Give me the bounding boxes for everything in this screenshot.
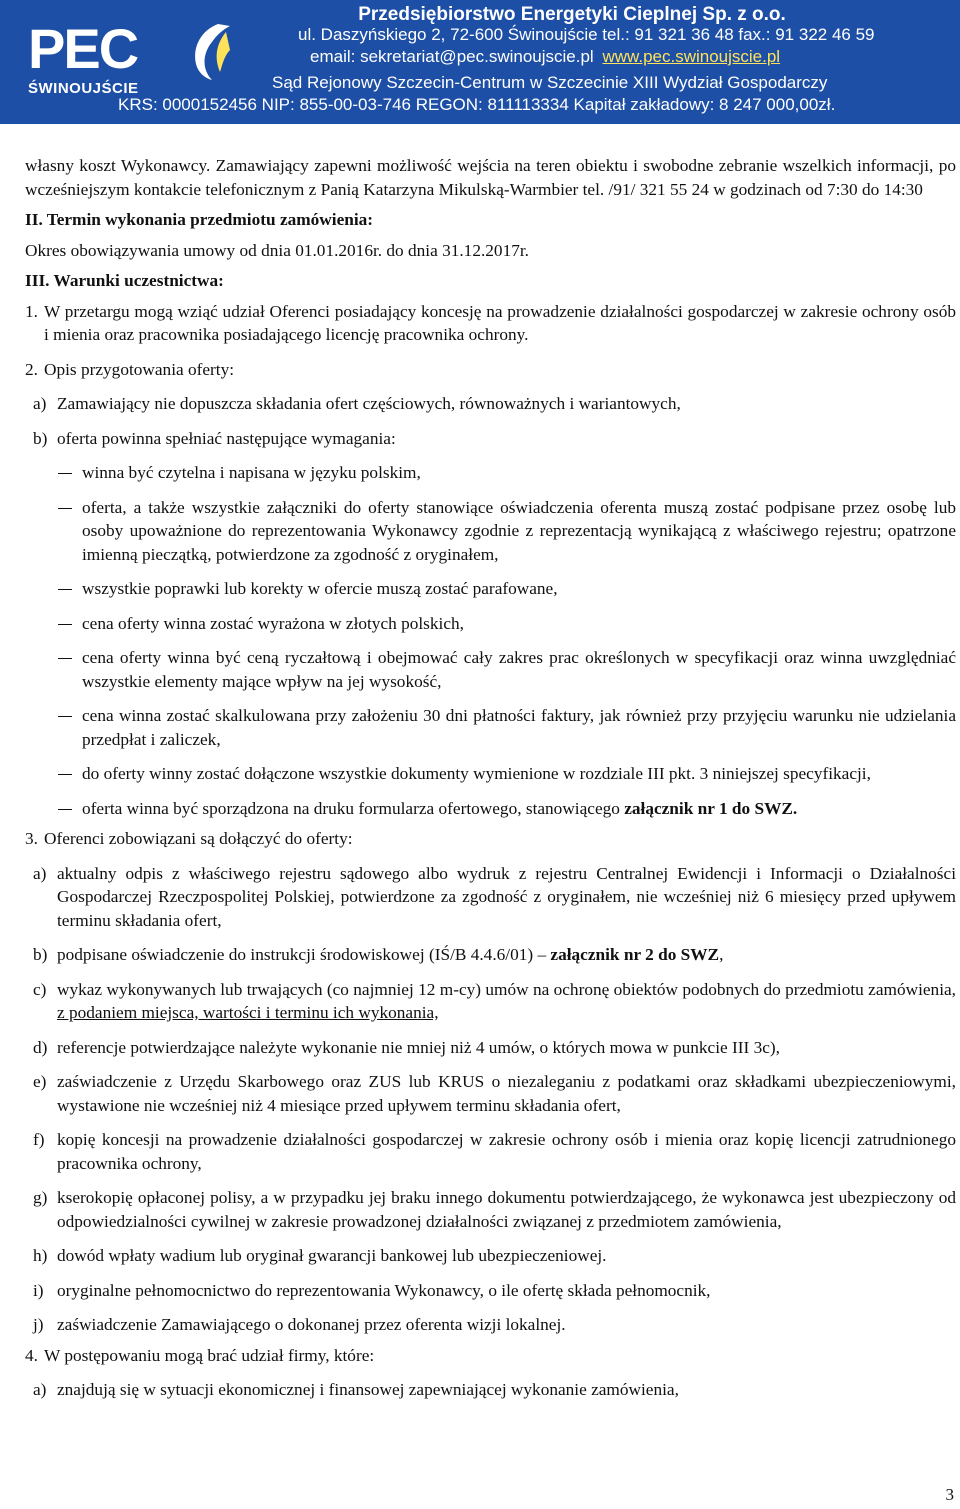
item-3-d-label: d) bbox=[33, 1037, 48, 1057]
item-3-h-label: h) bbox=[33, 1246, 48, 1265]
dash-item bbox=[58, 577, 956, 601]
item-3-text: Oferenci zobowiązani są dołączyć do oferty: bbox=[44, 829, 353, 848]
item-3-i bbox=[33, 1279, 956, 1303]
item-3-d-text: referencje potwierdzające należyte wykonanie nie mniej niż 4 umów, o których mowa w punkcie III 3c), bbox=[57, 1037, 780, 1057]
dash-item-text: oferta, a także wszystkie załączniki do oferty stanowiące oświadczenia oferenta muszą zostać podpisane przez osobę lub osoby upoważnione do reprezentowania Wykonawcy zgodnie z reprezentacją wynikającą z właściwego rejestru; opatrzone imienną pieczątką, potwierdzone za zgodność z oryginałem, bbox=[82, 497, 956, 564]
company-court: Sąd Rejonowy Szczecin-Centrum w Szczecinie XIII Wydział Gospodarczy bbox=[272, 73, 828, 92]
dash-bullet bbox=[58, 496, 82, 567]
item-3-b-main: podpisane oświadczenie do instrukcji środowiskowej (IŚ/B 4.4.6/01) – bbox=[57, 945, 551, 964]
dash-bullet bbox=[58, 797, 82, 821]
item-4 bbox=[25, 1344, 956, 1368]
item-2-a-label: a) bbox=[33, 394, 47, 413]
item-3-b-label: b) bbox=[33, 945, 48, 964]
page-number: 3 bbox=[945, 1485, 954, 1504]
item-2-number: 2. bbox=[25, 359, 38, 379]
section-3-heading: III. Warunki uczestnictwa: bbox=[25, 271, 224, 290]
item-2-a bbox=[33, 392, 956, 416]
dash-item-text: cena winna zostać skalkulowana przy założeniu 30 dni płatności faktury, jak również przy przyjęciu warunku nie udzielania przedpłat i zaliczek, bbox=[82, 706, 956, 749]
item-1-number: 1. bbox=[25, 301, 38, 321]
item-3-f-label: f) bbox=[33, 1130, 45, 1149]
company-logo bbox=[22, 18, 282, 100]
company-name: Przedsiębiorstwo Energetyki Cieplnej Sp. z o.o. bbox=[358, 4, 786, 25]
item-3-j-text: zaświadczenie Zamawiającego o dokonanej przez oferenta wizji lokalnej. bbox=[57, 1315, 566, 1334]
item-2-b-label: b) bbox=[33, 428, 48, 448]
dash-item-text: do oferty winny zostać dołączone wszystkie dokumenty wymienione w rozdziale III pkt. 3 niniejszej specyfikacji, bbox=[82, 764, 871, 783]
dash-item-text: wszystkie poprawki lub korekty w ofercie muszą zostać parafowane, bbox=[82, 579, 558, 598]
item-4-text: W postępowaniu mogą brać udział firmy, które: bbox=[44, 1345, 375, 1365]
item-4-a-label: a) bbox=[33, 1380, 47, 1399]
item-3-d bbox=[33, 1036, 956, 1060]
item-3-c-main: wykaz wykonywanych lub trwających (co najmniej 12 m-cy) umów na ochronę obiektów podobnych do przedmiotu zamówienia, bbox=[57, 979, 956, 999]
item-3-a bbox=[33, 862, 956, 933]
item-3-i-text: oryginalne pełnomocnictwo do reprezentowania Wykonawcy, o ile ofertę składa pełnomocnik, bbox=[57, 1280, 711, 1300]
dash-item bbox=[58, 461, 956, 485]
item-1-text: W przetargu mogą wziąć udział Oferenci posiadający koncesję na prowadzenie działalności gospodarczej w zakresie ochrony osób i mienia oraz pracownika posiadającego licencję pracownika ochrony. bbox=[44, 301, 956, 344]
item-3-b-end: , bbox=[719, 945, 724, 964]
item-3-c-label: c) bbox=[33, 979, 47, 999]
item-4-a bbox=[33, 1378, 956, 1402]
dash-bullet bbox=[58, 577, 82, 601]
item-4-a-text: znajdują się w sytuacji ekonomicznej i finansowej zapewniającej wykonanie zamówienia, bbox=[57, 1380, 679, 1399]
company-website-link[interactable]: www.pec.swinoujscie.pl bbox=[602, 47, 781, 66]
item-3-g bbox=[33, 1186, 956, 1233]
item-3-c-underlined: z podaniem miejsca, wartości i terminu ich wykonania, bbox=[57, 1003, 439, 1022]
item-2-text: Opis przygotowania oferty: bbox=[44, 359, 235, 379]
dash-bullet bbox=[58, 704, 82, 751]
dash-item bbox=[58, 797, 956, 821]
section-2-text: Okres obowiązywania umowy od dnia 01.01.2016r. do dnia 31.12.2017r. bbox=[25, 240, 529, 260]
dash-item bbox=[58, 646, 956, 693]
logo-city: ŚWINOUJŚCIE bbox=[28, 80, 139, 97]
item-3-g-label: g) bbox=[33, 1188, 48, 1207]
item-2-b-text: oferta powinna spełniać następujące wymagania: bbox=[57, 428, 396, 448]
dash-item-text: cena oferty winna być ceną ryczałtową i obejmować cały zakres prac określonych w specyfikacji oraz winna uwzględniać wszystkie elementy mające wpływ na jej wysokość, bbox=[82, 648, 956, 691]
item-3-e-label: e) bbox=[33, 1072, 47, 1091]
item-3-c bbox=[33, 978, 956, 1025]
item-3-b-text bbox=[57, 943, 956, 967]
dash-item-text: winna być czytelna i napisana w języku polskim, bbox=[82, 463, 421, 482]
item-3 bbox=[25, 827, 956, 851]
section-2-heading: II. Termin wykonania przedmiotu zamówienia: bbox=[25, 210, 374, 229]
dash-item-text: cena oferty winna zostać wyrażona w złotych polskich, bbox=[82, 613, 464, 633]
attachment-2-reference: załącznik nr 2 do SWZ bbox=[550, 945, 720, 964]
item-3-e bbox=[33, 1070, 956, 1117]
company-email: email: sekretariat@pec.swinoujscie.pl bbox=[310, 47, 594, 66]
company-contact bbox=[310, 47, 870, 67]
item-3-a-text: aktualny odpis z właściwego rejestru sądowego albo wydruk z rejestru Centralnej Ewidencji i Informacji o Działalności Gospodarczej Rzeczpospolitej Polskiej, potwierdzone za zgodność z oryginałem, nie wcześniej niż 6 miesięcy przed upływem terminu składania ofert, bbox=[57, 863, 956, 930]
logo-wordmark: PEC bbox=[28, 17, 138, 80]
intro-paragraph: własny koszt Wykonawcy. Zamawiający zapewni możliwość wejścia na teren obiektu i swobodne zebranie wszelkich informacji, po wcześniejszym kontakcie telefonicznym z Panią Katarzyna Mikulską-Warmbier tel. /91/ 321 55 24 w godzinach od 7:30 do 14:30 bbox=[25, 156, 956, 199]
item-3-a-label: a) bbox=[33, 863, 47, 883]
item-3-c-text bbox=[57, 978, 956, 1025]
dash-bullet bbox=[58, 461, 82, 485]
company-registry: KRS: 0000152456 NIP: 855-00-03-746 REGON: 811113334 Kapitał zakładowy: 8 247 000,00zł. bbox=[118, 95, 836, 114]
dash-last-text: oferta winna być sporządzona na druku formularza ofertowego, stanowiącego bbox=[82, 798, 625, 818]
item-3-h bbox=[33, 1244, 956, 1268]
item-3-f-text: kopię koncesji na prowadzenie działalności gospodarczej w zakresie ochrony osób i mienia oraz kopię licencji zatrudnionego pracownika ochrony, bbox=[57, 1130, 956, 1173]
item-3-h-text: dowód wpłaty wadium lub oryginał gwarancji bankowej lub ubezpieczeniowej. bbox=[57, 1246, 607, 1265]
dash-bullet bbox=[58, 646, 82, 693]
logo-flame-icon bbox=[172, 20, 232, 82]
dash-item bbox=[58, 612, 956, 636]
company-address: ul. Daszyńskiego 2, 72-600 Świnoujście tel.: 91 321 36 48 fax.: 91 322 46 59 bbox=[298, 25, 875, 44]
document-body bbox=[25, 154, 956, 1402]
item-3-f bbox=[33, 1128, 956, 1175]
item-3-e-text: zaświadczenie z Urzędu Skarbowego oraz ZUS lub KRUS o niezaleganiu z podatkami oraz składkami ubezpieczeniowymi, wystawione nie wcześniej niż 4 miesiące przed upływem terminu składania ofert, bbox=[57, 1072, 956, 1115]
dash-item bbox=[58, 704, 956, 751]
dash-bullet bbox=[58, 612, 82, 636]
dash-item bbox=[58, 496, 956, 567]
item-4-number: 4. bbox=[25, 1345, 38, 1365]
item-3-g-text: kserokopię opłaconej polisy, a w przypadku jej braku innego dokumentu potwierdzającego, że wykonawca jest ubezpieczony od odpowiedzialności cywilnej w zakresie prowadzonej działalności związanej z przedmiotem zamówienia, bbox=[57, 1188, 956, 1231]
item-3-i-label: i) bbox=[33, 1280, 44, 1300]
item-2-b bbox=[33, 427, 956, 451]
item-2 bbox=[25, 358, 956, 382]
item-3-j bbox=[33, 1313, 956, 1337]
attachment-1-reference: załącznik nr 1 do SWZ. bbox=[624, 798, 798, 818]
item-3-number: 3. bbox=[25, 829, 38, 848]
item-3-j-label: j) bbox=[33, 1315, 44, 1334]
dash-item bbox=[58, 762, 956, 786]
item-3-b bbox=[33, 943, 956, 967]
item-2-a-text: Zamawiający nie dopuszcza składania ofert częściowych, równoważnych i wariantowych, bbox=[57, 394, 681, 413]
dash-item-text bbox=[82, 797, 956, 821]
item-1 bbox=[25, 300, 956, 347]
letterhead bbox=[0, 0, 960, 124]
dash-bullet bbox=[58, 762, 82, 786]
